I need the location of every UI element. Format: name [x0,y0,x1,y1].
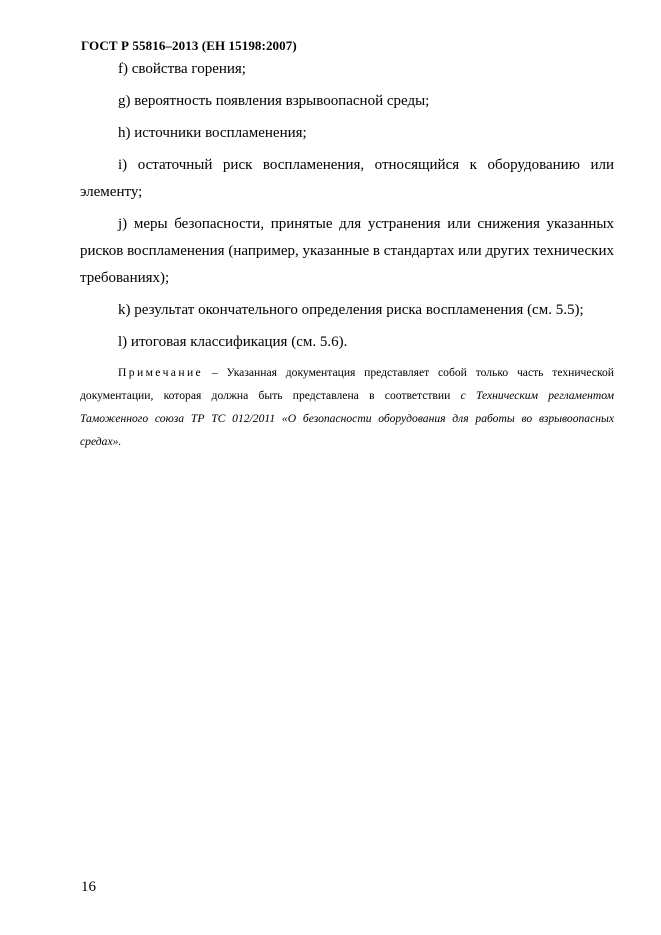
list-item-l: l) итоговая классификация (см. 5.6). [118,334,348,350]
note-text: – Указанная документация представляет собой только часть технической документации, которая должна быть представлена в соответствии [80,366,614,402]
list-item-k: k) результат окончательного определения риска воспламенения (см. 5.5); [118,302,584,318]
list-item-g: g) вероятность появления взрывоопасной среды; [118,93,430,109]
document-body [80,56,614,465]
note-regulation-reference: с Техническим регламентом Таможенного союза ТР ТС 012/2011 «О безопасности оборудования для работы во взрывоопасных средах». [80,389,614,448]
list-item-j: j) меры безопасности, принятые для устранения или снижения указанных рисков воспламенения (например, указанные в стандартах или других технических требованиях); [80,216,614,286]
list-item-h: h) источники воспламенения; [118,125,307,141]
page-number: 16 [81,879,96,895]
list-item-i: i) остаточный риск воспламенения, относящийся к оборудованию или элементу; [80,157,614,200]
note-paragraph [80,361,614,453]
document-header: ГОСТ Р 55816–2013 (ЕН 15198:2007) [81,38,297,53]
list-item-f: f) свойства горения; [118,61,246,77]
note-label: Примечание [118,366,204,379]
